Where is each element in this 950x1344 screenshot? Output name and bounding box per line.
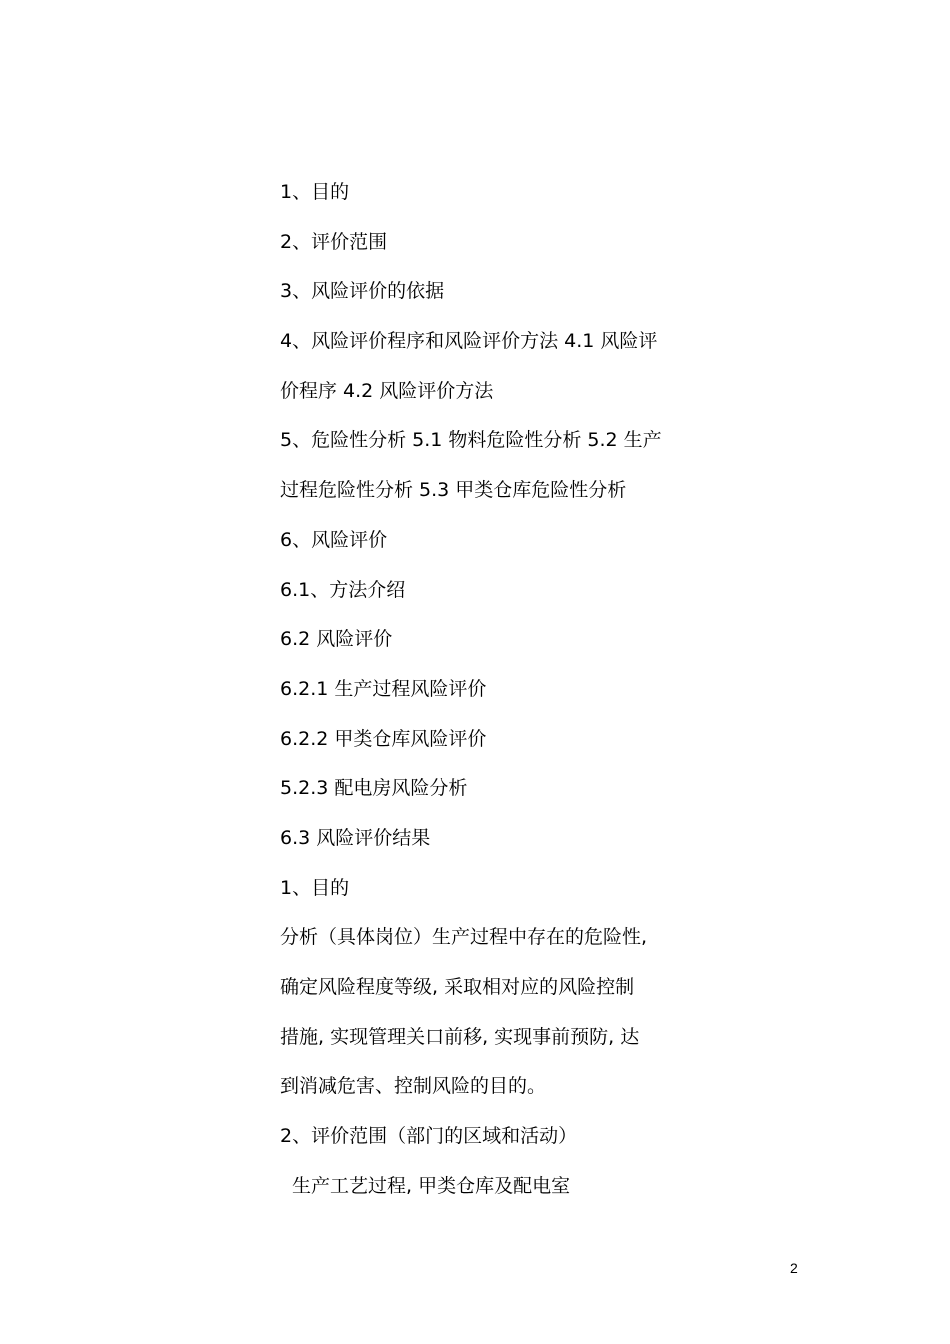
toc-item-method-intro: 6.1、方法介绍 bbox=[280, 578, 406, 601]
body-paragraph-line: 措施, 实现管理关口前移, 实现事前预防, 达 bbox=[280, 1025, 640, 1048]
toc-item-power-room-risk: 5.2.3 配电房风险分析 bbox=[280, 777, 468, 800]
section-heading-scope: 2、评价范围（部门的区域和活动） bbox=[280, 1125, 578, 1148]
toc-item-purpose: 1、目的 bbox=[280, 181, 350, 203]
page-number: 2 bbox=[790, 1260, 798, 1276]
toc-item-hazard-analysis-continued: 过程危险性分析 5.3 甲类仓库危险性分析 bbox=[280, 479, 627, 502]
toc-item-procedure-continued: 价程序 4.2 风险评价方法 bbox=[280, 379, 494, 402]
section-heading-purpose: 1、目的 bbox=[280, 876, 350, 899]
toc-item-hazard-analysis: 5、危险性分析 5.1 物料危险性分析 5.2 生产 bbox=[280, 429, 662, 452]
toc-item-production-risk: 6.2.1 生产过程风险评价 bbox=[280, 677, 487, 700]
body-paragraph-line: 分析（具体岗位）生产过程中存在的危险性, bbox=[280, 926, 648, 949]
toc-item-scope: 2、评价范围 bbox=[280, 230, 388, 253]
toc-item-results: 6.3 风险评价结果 bbox=[280, 826, 431, 849]
toc-item-procedure: 4、风险评价程序和风险评价方法 4.1 风险评 bbox=[280, 330, 658, 353]
body-paragraph-line: 确定风险程度等级, 采取相对应的风险控制 bbox=[280, 976, 635, 998]
toc-item-risk-evaluation: 6、风险评价 bbox=[280, 528, 388, 551]
toc-item-warehouse-risk: 6.2.2 甲类仓库风险评价 bbox=[280, 727, 487, 750]
toc-item-basis: 3、风险评价的依据 bbox=[280, 280, 445, 303]
toc-item-risk-evaluation-sub: 6.2 风险评价 bbox=[280, 628, 393, 651]
document-body bbox=[280, 174, 700, 1217]
body-paragraph-line: 到消减危害、控制风险的目的。 bbox=[280, 1075, 547, 1098]
body-paragraph-line: 生产工艺过程, 甲类仓库及配电室 bbox=[292, 1174, 571, 1197]
